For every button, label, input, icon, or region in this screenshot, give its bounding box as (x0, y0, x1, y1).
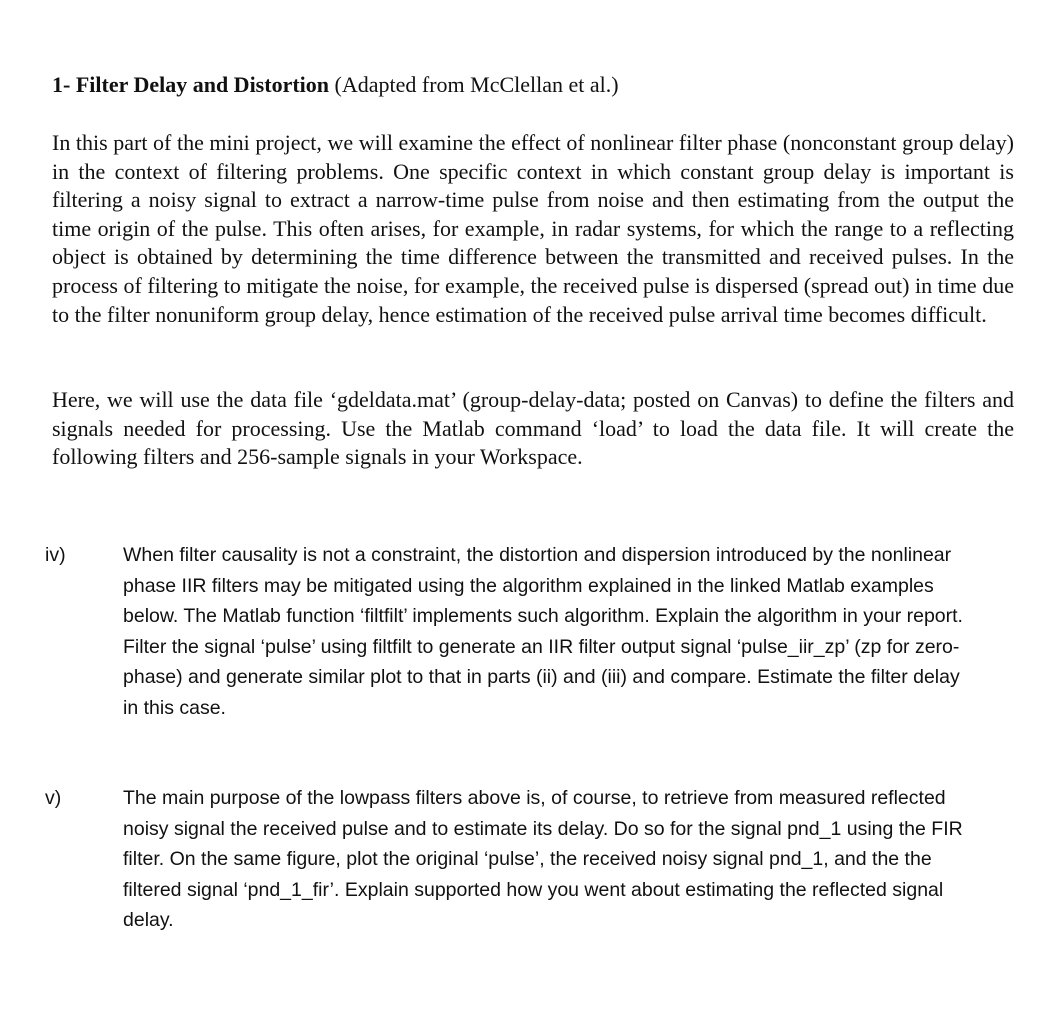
intro-paragraph: In this part of the mini project, we will examine the effect of nonlinear filter phase (nonconstant group delay) in the context of filtering problems. One specific context in which constant group delay is important is filtering a noisy signal to extract a narrow-time pulse from noise and then estimating from the output the time origin of the pulse. This often arises, for example, in radar systems, for which the range to a reflecting object is obtained by determining the time difference between the transmitted and received pulses. In the process of filtering to mitigate the noise, for example, the received pulse is dispersed (spread out) in time due to the filter nonuniform group delay, hence estimation of the received pulse arrival time becomes difficult. (52, 130, 1014, 327)
question-text: The main purpose of the lowpass filters above is, of course, to retrieve from measured reflected noisy signal the received pulse and to estimate its delay. Do so for the signal pnd_1 using the FIR filter. On the same figure, plot the original ‘pulse’, the received noisy signal pnd_1, and the the filtered signal ‘pnd_1_fir’. Explain supported how you went about estimating the reflected signal delay. (123, 787, 963, 932)
data-file-paragraph: Here, we will use the data file ‘gdeldata.mat’ (group-delay-data; posted on Canvas) to define the filters and signals needed for processing. Use the Matlab command ‘load’ to load the data file. It will create the following filters and 256-sample signals in your Workspace. (52, 387, 1014, 470)
question-number: iv) (45, 544, 66, 566)
question-text: When filter causality is not a constraint, the distortion and dispersion introduced by the nonlinear phase IIR filters may be mitigated using the algorithm explained in the linked Matlab examples below. The Matlab function ‘filtfilt’ implements such algorithm. Explain the algorithm in your report. Filter the signal ‘pulse’ using filtfilt to generate an IIR filter output signal ‘pulse_iir_zp’ (zp for zero-phase) and generate similar plot to that in parts (ii) and (iii) and compare. Estimate the filter delay in this case. (123, 544, 963, 719)
section-heading (52, 70, 1012, 100)
section-attribution: (Adapted from McClellan et al.) (329, 72, 619, 97)
question-number: v) (45, 787, 62, 809)
section-title: 1- Filter Delay and Distortion (52, 72, 330, 97)
